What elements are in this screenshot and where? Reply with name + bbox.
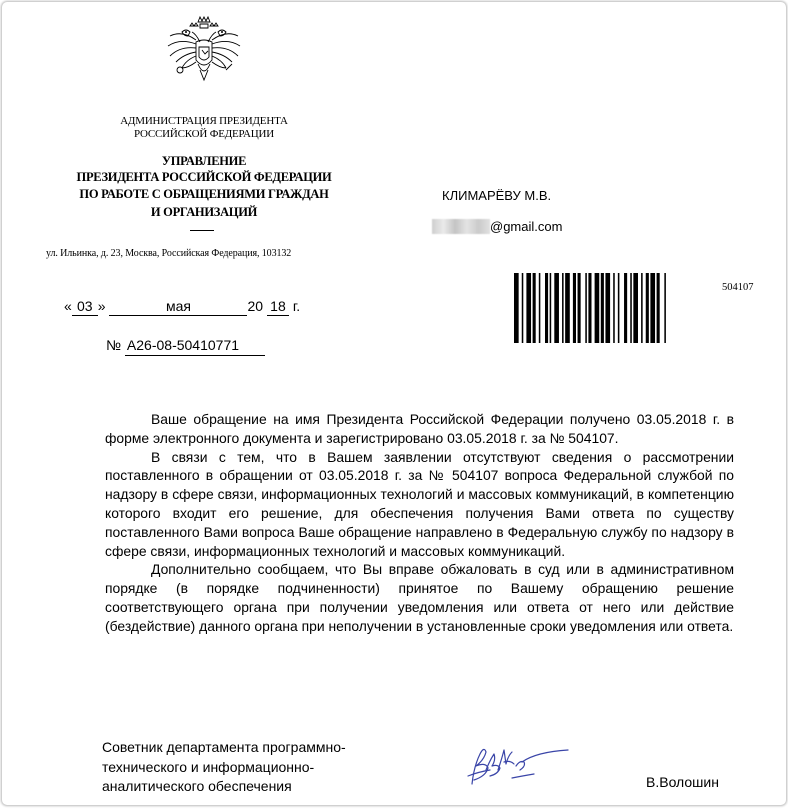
barcode-bar	[624, 273, 627, 343]
barcode-bar	[601, 273, 604, 343]
signer-title-line-3: аналитического обеспечения	[102, 778, 292, 794]
barcode-bar	[650, 273, 655, 343]
department-line-4: И ОРГАНИЗАЦИЙ	[150, 205, 258, 219]
department-line-3: ПО РАБОТЕ С ОБРАЩЕНИЯМИ ГРАЖДАН	[79, 187, 329, 201]
barcode-bar	[565, 273, 570, 343]
barcode-bar	[562, 273, 564, 343]
barcode-bar	[657, 273, 660, 343]
recipient-name: КЛИМАРЁВУ М.В.	[442, 188, 552, 203]
admin-line-2: РОССИЙСКОЙ ФЕДЕРАЦИИ	[133, 128, 275, 140]
barcode-bar	[618, 273, 620, 343]
barcode	[514, 273, 712, 343]
registration-number	[106, 335, 265, 356]
handwritten-signature	[460, 740, 572, 792]
barcode-bar	[630, 273, 632, 343]
signer-title	[102, 738, 402, 797]
department-line-2: ПРЕЗИДЕНТА РОССИЙСКОЙ ФЕДЕРАЦИИ	[76, 170, 332, 184]
date-close-quote: »	[97, 298, 106, 314]
sender-address: ул. Ильинка, д. 23, Москва, Российская Федерация, 103132	[46, 248, 292, 259]
signer-title-line-1: Советник департамента программно-	[102, 739, 346, 755]
redacted-email-user	[432, 219, 490, 234]
recipient-email	[432, 219, 562, 234]
barcode-bar	[578, 273, 581, 343]
letterhead-divider	[190, 230, 214, 231]
signer-title-line-2: технического и информационно-	[102, 758, 315, 775]
letter-body	[105, 410, 734, 636]
barcode-bar	[550, 273, 552, 343]
signer-name: В.Волошин	[646, 774, 719, 790]
barcode-bar	[588, 273, 591, 343]
barcode-bar	[664, 273, 666, 343]
barcode-bar	[613, 273, 615, 343]
barcode-bar	[646, 273, 649, 343]
barcode-bar	[595, 273, 600, 343]
registration-prefix: №	[106, 337, 122, 353]
date-day: 03	[72, 298, 98, 316]
registration-value: А26-08-50410771	[125, 335, 265, 356]
date-year-abbrev: г.	[292, 298, 301, 314]
barcode-bar	[605, 273, 610, 343]
date-month: мая	[109, 298, 247, 316]
date-open-quote: «	[64, 298, 72, 314]
email-domain: @gmail.com	[490, 219, 563, 234]
letter-date	[64, 298, 300, 316]
barcode-bar	[514, 273, 519, 343]
barcode-bar	[573, 273, 576, 343]
coat-of-arms-emblem	[160, 14, 248, 106]
barcode-bar	[539, 273, 541, 343]
barcode-bar	[526, 273, 531, 343]
barcode-bar	[522, 273, 524, 343]
barcode-bar	[533, 273, 536, 343]
barcode-bar	[633, 273, 638, 343]
barcode-bar	[641, 273, 643, 343]
barcode-bar	[554, 273, 559, 343]
body-paragraph-2: В связи с тем, что в Вашем заявлении отсутствуют сведения о рассмотрении поставленного в обращении от 03.05.2018 г. за № 504107 вопроса Федеральной службой по надзору в сфере связи, информационных технологий и массовых коммуникаций, в компетенцию которого входит его решение, для обеспечения получения Вами ответа по существу поставленного Вами вопроса Ваше обращение направлено в Федеральную службу по надзору в сфере связи, информационных технологий и массовых коммуникаций.	[105, 448, 734, 559]
department-line-1: УПРАВЛЕНИЕ	[161, 154, 247, 168]
date-year-prefix: 20	[247, 298, 264, 314]
letter-page	[2, 2, 786, 805]
body-paragraph-1: Ваше обращение на имя Президента Российской Федерации получено 03.05.2018 г. в форме электронного документа и зарегистрировано 03.05.2018 г. за № 504107.	[105, 411, 734, 446]
admin-line-1: АДМИНИСТРАЦИЯ ПРЕЗИДЕНТА	[120, 115, 288, 127]
body-paragraph-3: Дополнительно сообщаем, что Вы вправе обжаловать в суд или в административном порядке (в порядке подчиненности) принятое по Вашему обращению решение соответствующего органа при получении уведомления или ответа от него или действие (бездействие) данного органа при неполучении в установленные сроки уведомления или ответа.	[105, 561, 734, 634]
barcode-bar	[545, 273, 548, 343]
date-year-suffix: 18	[267, 298, 289, 316]
barcode-bar	[585, 273, 587, 343]
barcode-number: 504107	[722, 282, 754, 293]
